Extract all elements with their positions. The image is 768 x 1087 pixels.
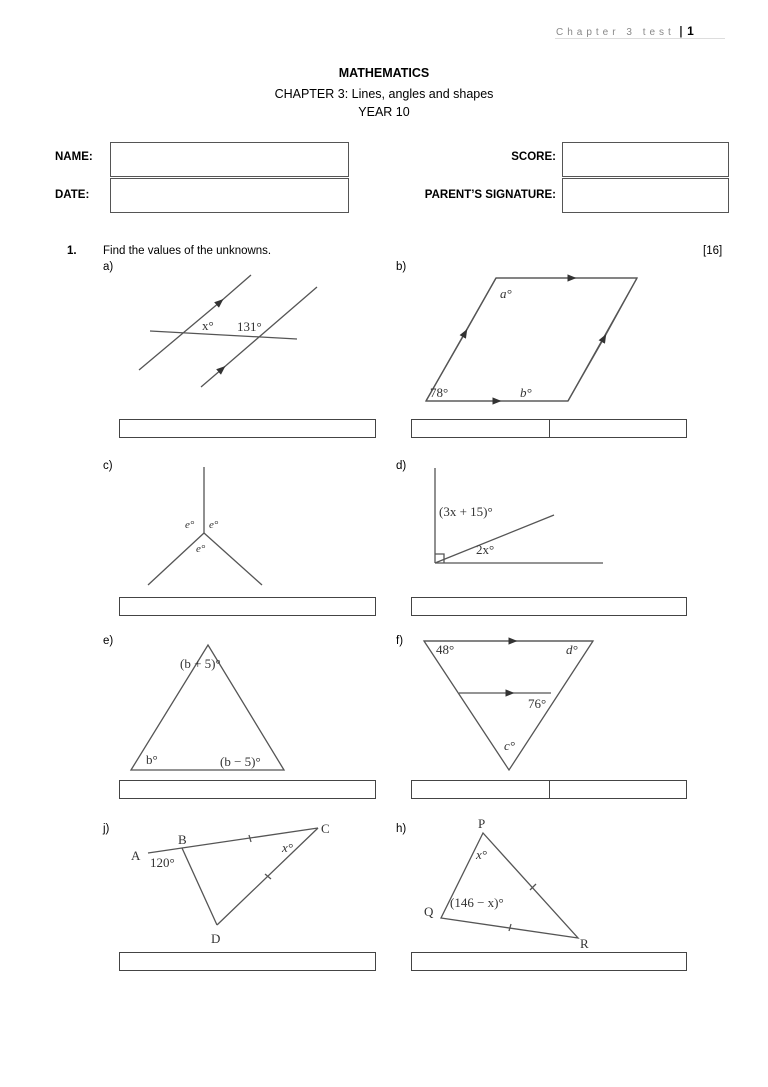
answer-divider — [549, 420, 550, 437]
label-C: C — [321, 821, 330, 836]
chapter-title: CHAPTER 3: Lines, angles and shapes — [274, 87, 494, 101]
question-marks: [16] — [703, 245, 723, 257]
diagram-a-parallel-lines — [139, 275, 317, 387]
label-3x15: (3x + 15)° — [439, 504, 493, 519]
label-78: 78° — [430, 385, 449, 400]
running-title: Chapter 3 test — [556, 27, 675, 38]
label-48: 48° — [436, 642, 455, 657]
diagram-f-triangle — [424, 641, 593, 770]
name-label: NAME: — [55, 151, 93, 163]
score-label: SCORE: — [511, 151, 556, 163]
answer-divider — [549, 781, 550, 798]
diagram-b-parallelogram — [426, 278, 637, 401]
answer-box-b[interactable] — [411, 419, 687, 438]
label-x: x° — [476, 847, 487, 862]
part-h-label: h) — [396, 823, 407, 835]
answer-box-e[interactable] — [119, 780, 376, 799]
part-e-label: e) — [103, 635, 114, 647]
year-title: YEAR 10 — [358, 105, 410, 119]
label-b: b° — [520, 385, 532, 400]
label-P: P — [478, 816, 486, 831]
label-d: d° — [566, 642, 578, 657]
label-e3: e° — [196, 543, 206, 555]
answer-box-d[interactable] — [411, 597, 687, 616]
label-R: R — [580, 936, 589, 951]
question-text: Find the values of the unknowns. — [103, 245, 272, 257]
label-a: a° — [500, 286, 512, 301]
label-e1: e° — [185, 519, 195, 531]
answer-box-f[interactable] — [411, 780, 687, 799]
part-j-label: j) — [103, 823, 110, 835]
label-b: b° — [146, 752, 158, 767]
diagram-c-three-rays — [148, 467, 262, 585]
label-2x: 2x° — [476, 542, 495, 557]
label-131: 131° — [237, 319, 262, 334]
label-A: A — [131, 848, 141, 863]
answer-box-a[interactable] — [119, 419, 376, 438]
label-b-plus-5: (b + 5)° — [180, 656, 221, 671]
part-f-label: f) — [396, 635, 404, 647]
subject-title: MATHEMATICS — [338, 66, 430, 80]
answer-box-c[interactable] — [119, 597, 376, 616]
diagram-e-triangle — [131, 645, 284, 770]
part-b-label: b) — [396, 261, 407, 273]
diagram-h-triangle — [424, 816, 589, 951]
answer-box-j[interactable] — [119, 952, 376, 971]
diagram-d-right-angle — [435, 468, 603, 563]
part-d-label: d) — [396, 460, 407, 472]
label-146-x: (146 − x)° — [450, 895, 504, 910]
label-b-minus-5: (b − 5)° — [220, 754, 261, 769]
label-Q: Q — [424, 904, 434, 919]
label-120: 120° — [150, 855, 175, 870]
page-number-sep: | — [679, 24, 683, 38]
signature-label: PARENT’S SIGNATURE: — [424, 189, 556, 201]
label-c: c° — [504, 738, 515, 753]
answer-box-h[interactable] — [411, 952, 687, 971]
label-D: D — [211, 931, 221, 946]
label-x: x° — [282, 840, 293, 855]
part-a-label: a) — [103, 261, 114, 273]
label-x: x° — [202, 318, 214, 333]
diagram-j-triangle — [131, 821, 330, 946]
part-c-label: c) — [103, 460, 113, 472]
date-label: DATE: — [55, 189, 90, 201]
label-B: B — [178, 832, 187, 847]
page-number: 1 — [687, 24, 694, 38]
question-number: 1. — [67, 245, 77, 257]
label-e2: e° — [209, 519, 219, 531]
label-76: 76° — [528, 696, 547, 711]
